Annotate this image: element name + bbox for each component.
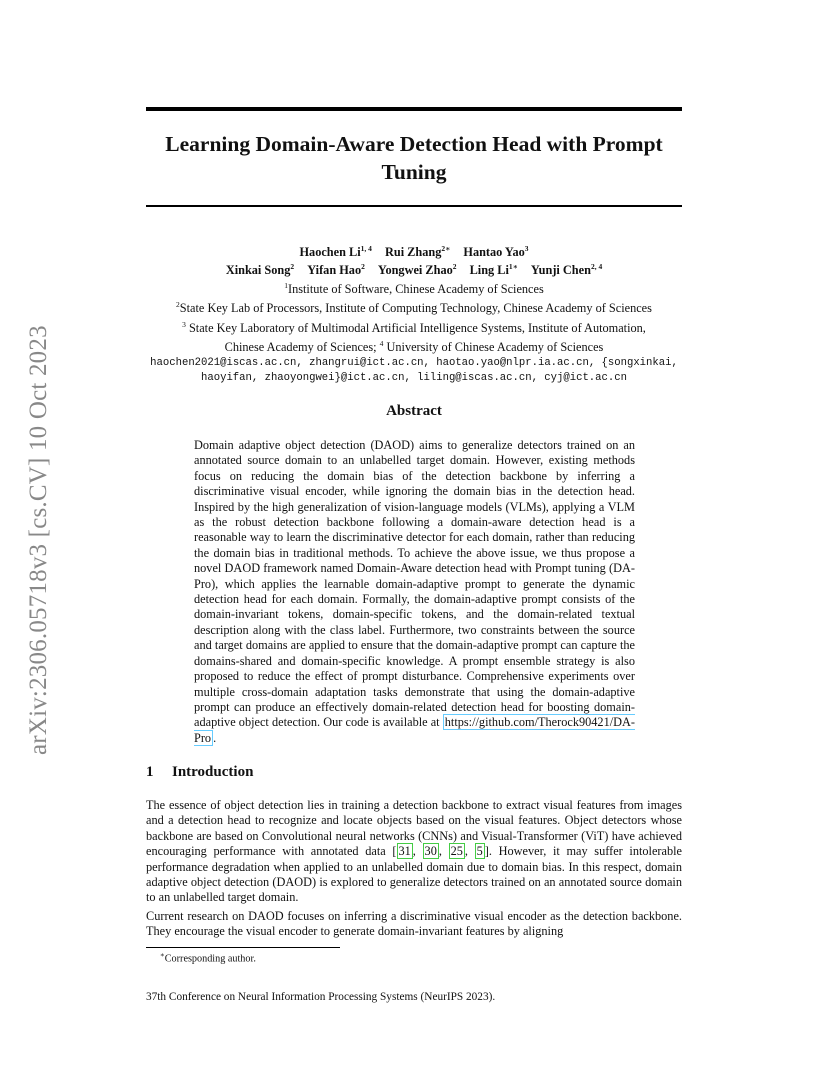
- affiliation-2: $^2$State Key Lab of Processors, Institute of Computing Technology, Chinese Academy of Sciences: [176, 300, 652, 316]
- citation-link[interactable]: 25: [450, 844, 463, 859]
- footnote-rule: [146, 947, 340, 948]
- author-name: Haochen Li$^{1, 4}$: [299, 244, 372, 260]
- author-name: Hantao Yao$^3$: [463, 244, 529, 260]
- author-name: Yunji Chen$^{2, 4}$: [530, 262, 603, 278]
- intro-paragraph-1: The essence of object detection lies in training a detection backbone to extract visual features from images and a detection head to recognize and locate objects based on the visual features. Object detectors whose backbone are based on Convolutional neural networks (CNNs) and Visual-Transformer (ViT) have achieved encouraging performance with annotated data [ 31 , 30 , 25 , 5 ]. However, it may suffer intolerable performance degradation when applied to an unlabelled domain due to domain bias. In this respect, domain adaptive object detection (DAOD) is explored to generalize detectors trained on an annotated source domain to an unlabelled target domain.: [146, 798, 683, 905]
- section-heading-introduction: 1 Introduction: [146, 764, 254, 780]
- citation-link[interactable]: 5: [476, 844, 483, 859]
- email-line-2: haoyifan, zhaoyongwei}@ict.ac.cn, liling@iscas.ac.cn, cyj@ict.ac.cn: [201, 372, 627, 385]
- affiliation-1: $^1$Institute of Software, Chinese Academy of Sciences: [284, 281, 544, 297]
- title-bottom-rule: [146, 205, 682, 207]
- author-name: Yifan Hao$^2$: [307, 262, 365, 278]
- author-name: Rui Zhang$^{2∗}$: [384, 244, 451, 260]
- affiliation-3: $^3$ State Key Laboratory of Multimodal Artificial Intelligence Systems, Institute of Automation,: [182, 319, 646, 335]
- affiliation-3-4: Chinese Academy of Sciences; $^4$ University of Chinese Academy of Sciences: [224, 339, 604, 355]
- citation-link[interactable]: 31: [398, 844, 411, 859]
- intro-paragraph-2: Current research on DAOD focuses on inferring a discriminative visual encoder as the detection backbone. They encourage the visual encoder to generate domain-invariant features by aligning: [146, 909, 682, 939]
- author-name: Yongwei Zhao$^2$: [377, 262, 457, 278]
- citation-link[interactable]: 30: [424, 844, 437, 859]
- paper-title: Learning Domain-Aware Detection Head with Prompt Tuning: [165, 132, 663, 184]
- code-link[interactable]: https://github.com/Therock90421/DA-Pro: [194, 715, 635, 745]
- footnote: ∗Corresponding author.: [160, 951, 256, 965]
- email-line-1: haochen2021@iscas.ac.cn, zhangrui@ict.ac.cn, haotao.yao@nlpr.ia.ac.cn, {songxinkai,: [150, 356, 678, 369]
- author-name: Ling $Li^{1∗}$: [469, 262, 518, 278]
- arxiv-identifier: arXiv:2306.05718v3 [cs.CV] 10 Oct 2023: [25, 325, 52, 755]
- affiliations: [100, 278, 728, 387]
- title-top-rule: [146, 107, 682, 111]
- author-name: Xinkai Song$^2$: [225, 262, 295, 278]
- conference-note: 37th Conference on Neural Information Processing Systems (NeurIPS 2023).: [146, 991, 496, 1003]
- abstract-heading: Abstract: [386, 403, 442, 419]
- author-line-2: [120, 258, 708, 279]
- abstract-body: Domain adaptive object detection (DAOD) aims to generalize detectors trained on an annotated source domain to an unlabelled target domain. However, existing methods focus on reducing the domain bias of the detection backbone by inferring a discriminative visual encoder, while ignoring the domain bias in the detection head. Inspired by the high generalization of vision-language models (VLMs), applying a VLM as the robust detection backbone following a domain-aware detection head is a reasonable way to learn the discriminative detector for each domain, rather than reducing the domain bias in traditional methods. To achieve the above issue, we thus propose a novel DAOD framework named Domain-Aware detection head with Prompt tuning (DA-Pro), which applies the learnable domain-adaptive prompt to generate the dynamic detection head for each domain. Formally, the domain-adaptive prompt consists of the domain-invariant tokens, domain-specific tokens, and the domain-related textual description along with the class label. Furthermore, two constraints between the source and target domains are applied to ensure that the domain-adaptive prompt can capture the domains-shared and domain-specific knowledge. A prompt ensemble strategy is also proposed to reduce the effect of prompt disturbance. Comprehensive experiments over multiple cross-domain adaptation tasks demonstrate that using the domain-adaptive prompt can produce an effectively domain-related detection head for boosting domain-adaptive object detection. Our code is available at https://github.com/Therock90421/DA-Pro .: [194, 438, 635, 745]
